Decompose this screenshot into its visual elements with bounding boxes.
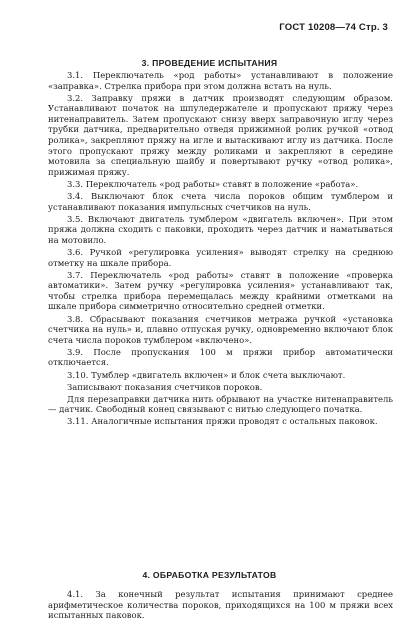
section-3-body	[48, 70, 393, 429]
paragraph-3-5: 3.5. Включают двигатель тумблером «двигатель включен». При этом пряжа должна сходить с паковки, проходить через датчик и наматываться на мотовило.	[48, 213, 393, 245]
section-3-title: 3. ПРОВЕДЕНИЕ ИСПЫТАНИЯ	[141, 58, 278, 68]
paragraph-3-10: 3.10. Тумблер «двигатель включен» и блок счета выключают.	[67, 369, 346, 380]
paragraph-3-9: 3.9. После пропускания 100 м пряжи прибор автоматически отключается.	[48, 346, 393, 368]
paragraph-3-8: 3.8. Сбрасывают показания счетчиков метража ручкой «установка счетчика на нуль» и, плавно отпуская ручку, одновременно включают блок счета числа пороков тумблером «включено».	[48, 313, 393, 345]
page-header: ГОСТ 10208—74 Стр. 3	[279, 22, 388, 33]
paragraph-rethreading: Для перезаправки датчика нить обрывают на участке нитенаправитель — датчик. Свободный конец связывают с нитью следующего початка.	[48, 393, 393, 415]
paragraph-3-3: 3.3. Переключатель «род работы» ставят в положение «работа».	[67, 178, 359, 189]
paragraph-3-7: 3.7. Переключатель «род работы» ставят в положение «проверка автоматики». Затем ручку «регулировка усиления» устанавливают так, чтобы стрелка прибора перемещалась между крайними отметками на шкале прибора симметрично относительно средней отметки.	[48, 269, 393, 312]
paragraph-4-1: 4.1. За конечный результат испытания принимают среднее арифметическое количества пороков, приходящихся на 100 м пряжи всех испытанных паковок.	[48, 589, 393, 621]
section-4-title: 4. ОБРАБОТКА РЕЗУЛЬТАТОВ	[142, 570, 277, 580]
paragraph-3-11: 3.11. Аналогичные испытания пряжи проводят с остальных паковок.	[67, 416, 378, 427]
paragraph-3-4: 3.4. Выключают блок счета числа пороков общим тумблером и устанавливают показания импульсных счетчиков на нуль.	[48, 191, 393, 212]
paragraph-record-counts: Записывают показания счетчиков пороков.	[67, 381, 263, 392]
paragraph-3-2: 3.2. Заправку пряжи в датчик производят следующим образом. Устанавливают початок на шпуледержателе и пропускают пряжу через нитенаправитель. Затем пропускают снизу вверх заправочную иглу через трубки датчика, предварительно отведя прижимной ролик ручкой «отвод ролика», закрепляют пряжу на игле и вытаскивают иглу из датчика. После этого пропускают пряжу между роликами и закрепляют в середине мотовила за специальную шайбу и повертывают ручку «отвод ролика», прижимая пряжу.	[48, 92, 393, 177]
paragraph-3-6: 3.6. Ручкой «регулировка усиления» выводят стрелку на среднюю отметку на шкале прибора.	[48, 247, 393, 268]
paragraph-3-1: 3.1. Переключатель «род работы» устанавливают в положение «заправка». Стрелка прибора при этом должна встать на нуль.	[48, 70, 393, 91]
section-4-body	[48, 589, 393, 622]
